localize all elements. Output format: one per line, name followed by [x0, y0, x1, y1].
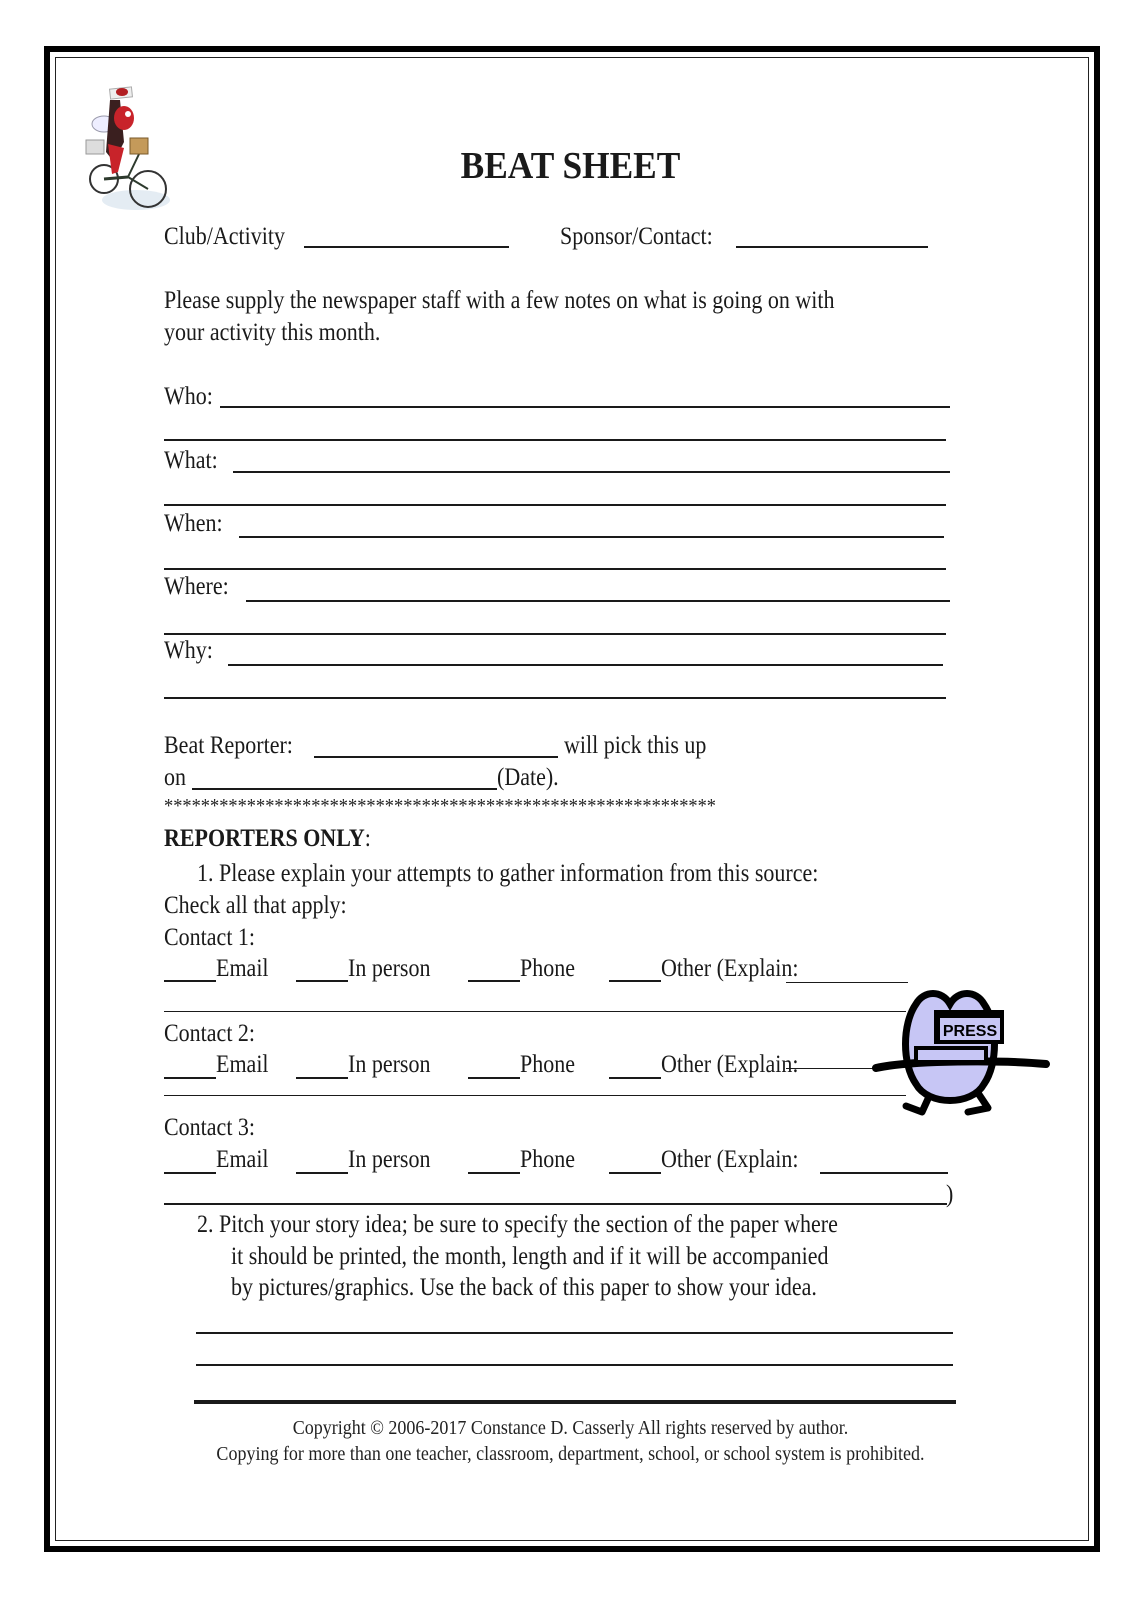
contact-1-in-person-check[interactable]: [296, 980, 348, 982]
club-activity-label: Club/Activity: [164, 223, 285, 250]
contact-2-phone-check[interactable]: [468, 1077, 520, 1079]
press-mascot-icon: [872, 984, 1050, 1126]
question-1: 1. Please explain your attempts to gather information from this source:: [197, 860, 819, 887]
who-field[interactable]: [220, 406, 950, 408]
pickup-date-field[interactable]: [192, 788, 497, 790]
separator-stars: ************************************************************: [164, 795, 716, 817]
contact-3-email-check[interactable]: [164, 1172, 216, 1174]
contact-3-phone-check[interactable]: [468, 1172, 520, 1174]
contact-1-email-label: Email: [216, 955, 269, 982]
when-field[interactable]: [239, 536, 944, 538]
contact-3-other-check[interactable]: [609, 1172, 661, 1174]
contact-2-other-label: Other (Explain:: [661, 1051, 799, 1078]
contact-1-explain-line-2[interactable]: [164, 1011, 906, 1012]
copying-notice: Copying for more than one teacher, classroom, department, school, or school system is prohibited.: [216, 1443, 925, 1465]
club-activity-field[interactable]: [304, 246, 509, 248]
contact-3-email-label: Email: [216, 1146, 269, 1173]
check-all-label: Check all that apply:: [164, 892, 347, 919]
where-label: Where:: [164, 573, 229, 600]
what-field[interactable]: [233, 471, 950, 473]
who-label: Who:: [164, 383, 213, 410]
why-field[interactable]: [228, 664, 943, 666]
contact-3-explain-field[interactable]: [820, 1172, 948, 1174]
footer-divider: [194, 1400, 956, 1404]
copyright-text: Copyright © 2006-2017 Constance D. Casserly All rights reserved by author.: [292, 1417, 849, 1439]
contact-2-explain-field[interactable]: [786, 1068, 886, 1069]
contact-1-explain-field[interactable]: [786, 982, 908, 983]
contact-1-label: Contact 1:: [164, 924, 256, 951]
sponsor-contact-field[interactable]: [736, 246, 928, 248]
contact-2-email-check[interactable]: [164, 1077, 216, 1079]
contact-3-close-paren: ): [946, 1181, 954, 1208]
reporters-only-colon: :: [364, 825, 371, 852]
contact-1-in-person-label: In person: [348, 955, 431, 982]
contact-3-in-person-check[interactable]: [296, 1172, 348, 1174]
contact-2-in-person-label: In person: [348, 1051, 431, 1078]
contact-1-email-check[interactable]: [164, 980, 216, 982]
contact-3-phone-label: Phone: [520, 1146, 575, 1173]
why-label: Why:: [164, 637, 213, 664]
why-field-line-2[interactable]: [164, 697, 946, 699]
contact-3-in-person-label: In person: [348, 1146, 431, 1173]
where-field[interactable]: [246, 600, 950, 602]
contact-2-phone-label: Phone: [520, 1051, 575, 1078]
contact-2-explain-line-2[interactable]: [164, 1095, 906, 1096]
story-idea-line-2[interactable]: [196, 1364, 953, 1366]
story-idea-line-1[interactable]: [196, 1332, 953, 1334]
contact-3-other-label: Other (Explain:: [661, 1146, 799, 1173]
instructions-line-2: your activity this month.: [164, 319, 381, 346]
will-pick-up-text: will pick this up: [564, 732, 707, 759]
contact-1-other-label: Other (Explain:: [661, 955, 799, 982]
contact-1-phone-check[interactable]: [468, 980, 520, 982]
beat-reporter-field[interactable]: [314, 756, 558, 758]
contact-1-other-check[interactable]: [609, 980, 661, 982]
contact-3-label: Contact 3:: [164, 1114, 256, 1141]
contact-3-explain-line-2[interactable]: [164, 1203, 947, 1205]
beat-reporter-label: Beat Reporter:: [164, 732, 293, 759]
when-label: When:: [164, 510, 223, 537]
reporters-only-text: REPORTERS ONLY: [164, 825, 365, 852]
question-2-line-3: by pictures/graphics. Use the back of this paper to show your idea.: [231, 1274, 817, 1301]
question-2-line-2: it should be printed, the month, length and if it will be accompanied: [231, 1243, 829, 1270]
what-field-line-2[interactable]: [164, 504, 946, 506]
date-label: (Date).: [497, 764, 559, 791]
contact-1-phone-label: Phone: [520, 955, 575, 982]
reporters-only-heading: [164, 824, 371, 854]
sponsor-contact-label: Sponsor/Contact:: [560, 223, 713, 250]
press-badge-text: PRESS: [942, 1023, 998, 1040]
who-field-line-2[interactable]: [164, 439, 946, 441]
contact-2-in-person-check[interactable]: [296, 1077, 348, 1079]
page-title: BEAT SHEET: [460, 145, 681, 187]
contact-2-email-label: Email: [216, 1051, 269, 1078]
on-label: on: [164, 764, 186, 791]
when-field-line-2[interactable]: [164, 568, 946, 570]
what-label: What:: [164, 447, 218, 474]
contact-2-label: Contact 2:: [164, 1020, 256, 1047]
where-field-line-2[interactable]: [164, 633, 946, 635]
question-2-line-1: 2. Pitch your story idea; be sure to specify the section of the paper where: [197, 1211, 838, 1238]
instructions-line-1: Please supply the newspaper staff with a few notes on what is going on with: [164, 287, 835, 314]
contact-2-other-check[interactable]: [609, 1077, 661, 1079]
